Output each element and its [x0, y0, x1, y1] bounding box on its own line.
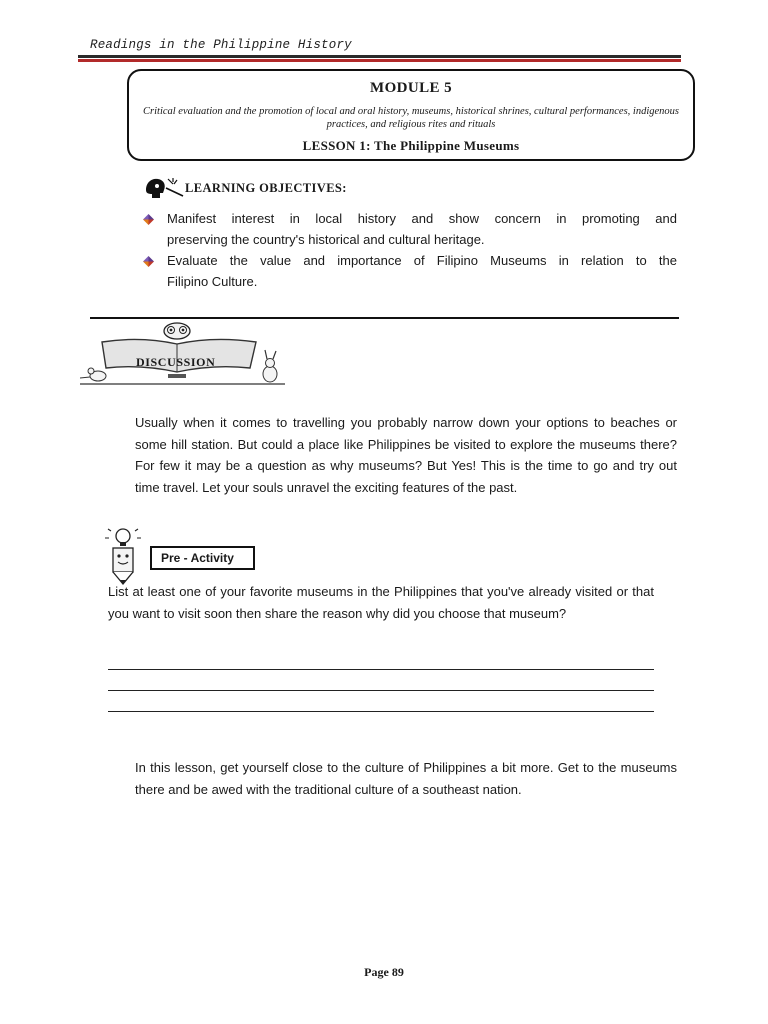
discussion-paragraph: Usually when it comes to travelling you probably narrow down your options to beaches or some hill station. But could a place like Philippines be visited to explore the museums there? For few it may be a question as why museums? But Yes! This is the time to go and try out time travel. Let your souls unravel the exciting features of the past.: [135, 415, 677, 495]
closing-paragraph: In this lesson, get yourself close to the culture of Philippines a bit more. Get to the museums there and be awed with the traditional culture of a southeast nation.: [135, 760, 677, 797]
answer-line[interactable]: [108, 669, 654, 670]
lightbulb-pencil-icon: [99, 526, 149, 586]
discussion-label: DISCUSSION: [136, 355, 216, 369]
module-title: MODULE 5: [370, 80, 452, 96]
bullet-icon: [143, 256, 154, 267]
pre-activity-label: Pre - Activity: [150, 546, 255, 570]
running-header: Readings in the Philippine History: [90, 38, 352, 52]
module-title-box: [127, 69, 695, 161]
header-rule: [78, 55, 681, 58]
section-divider: [90, 317, 679, 319]
objective-1-line-1: Manifest interest in local history and show concern in promoting and: [167, 211, 677, 226]
objective-1-line-2: preserving the country's historical and cultural heritage.: [167, 232, 485, 247]
module-subtitle: Critical evaluation and the promotion of local and oral history, museums, historical shrines, cultural performances, indigenous practices, and religious rites and rituals: [143, 106, 679, 130]
page-number: Page 89: [364, 965, 404, 979]
lesson-title: LESSON 1: The Philippine Museums: [302, 138, 520, 153]
header-rule-accent: [78, 59, 681, 62]
answer-line[interactable]: [108, 690, 654, 691]
bullet-icon: [143, 214, 154, 225]
objective-2-line-2: Filipino Culture.: [167, 274, 258, 289]
pre-activity-instruction: List at least one of your favorite museums in the Philippines that you've already visited or that you want to visit soon then share the reason why did you choose that museum?: [108, 584, 654, 621]
objective-2-line-1: Evaluate the value and importance of Filipino Museums in relation to the: [167, 253, 677, 268]
objectives-heading: LEARNING OBJECTIVES:: [185, 181, 347, 195]
answer-line[interactable]: [108, 711, 654, 712]
thinking-head-icon: [143, 176, 185, 202]
